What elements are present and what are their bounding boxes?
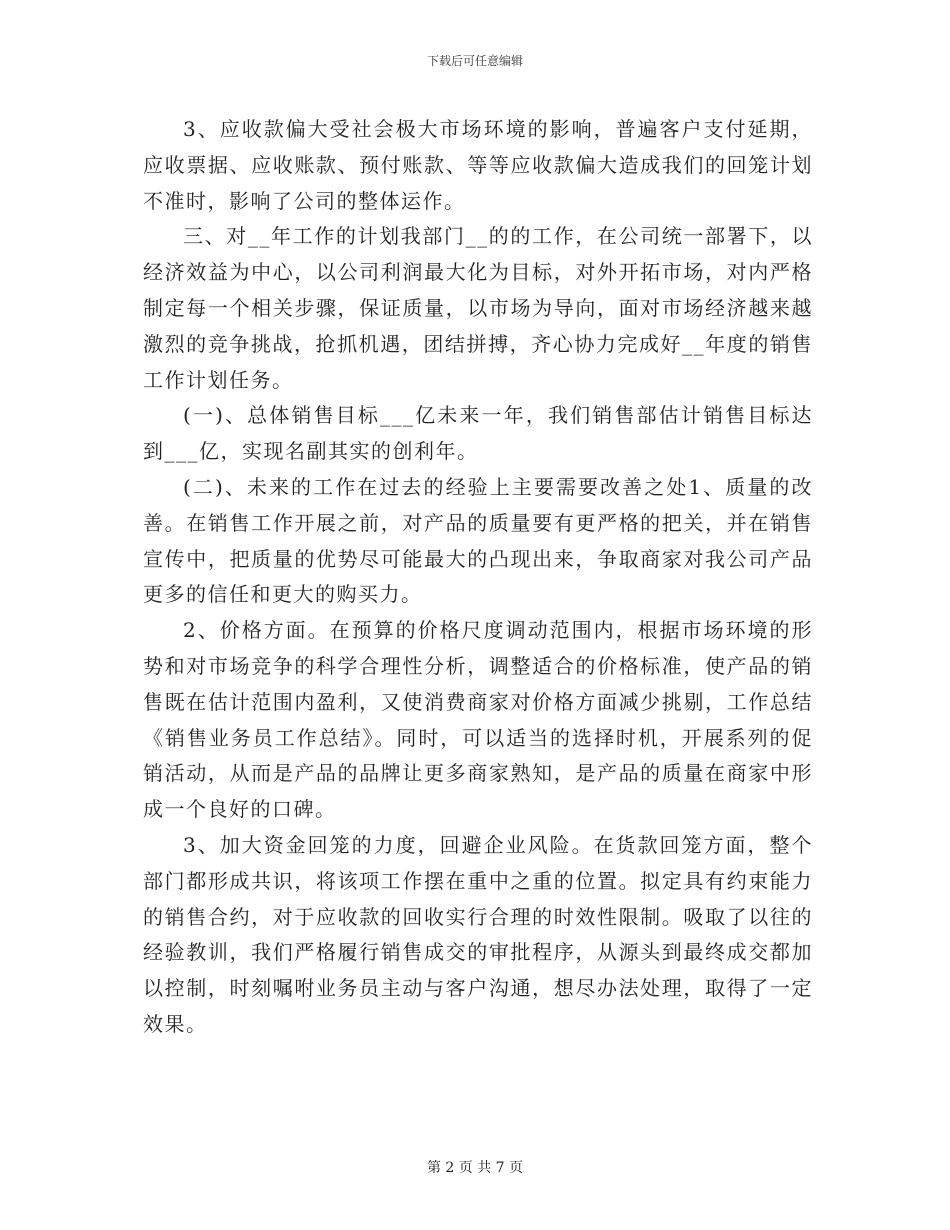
page-header-note: 下载后可任意编辑 — [426, 54, 523, 68]
paragraph-work-plan: 三、对__年工作的计划我部门__的的工作，在公司统一部署下，以经济效益为中心，以公司利润最大化为目标，对外开拓市场，对内严格制定每一个相关步骤，保证质量，以市场为导向，面对市场经济越来越激烈的竞争挑战，抢抓机遇，团结拼搏，齐心协力完成好__年度的销售工作计划任务。 — [143, 224, 813, 392]
paragraph-pricing: 2、价格方面。在预算的价格尺度调动范围内，根据市场环境的形势和对市场竞争的科学合理性分析，调整适合的价格标准，使产品的销售既在估计范围内盈利，又使消费商家对价格方面减少挑剔，工作总结《销售业务员工作总结》。同时，可以适当的选择时机，开展系列的促销活动，从而是产品的品牌让更多商家熟知，是产品的质量在商家中形成一个良好的口碑。 — [143, 618, 813, 822]
paragraph-sales-target: (一)、总体销售目标___亿未来一年，我们销售部估计销售目标达到___亿，实现名副其实的创利年。 — [143, 403, 813, 464]
paragraph-receivables: 3、应收款偏大受社会极大市场环境的影响，普遍客户支付延期，应收票据、应收账款、预付账款、等等应收款偏大造成我们的回笼计划不准时，影响了公司的整体运作。 — [143, 117, 813, 213]
page-number: 第 2 页 共 7 页 — [426, 1160, 524, 1176]
paragraph-quality-improvement: (二)、未来的工作在过去的经验上主要需要改善之处1、质量的改善。在销售工作开展之前，对产品的质量要有更严格的把关，并在销售宣传中，把质量的优势尽可能最大的凸现出来，争取商家对我公司产品更多的信任和更大的购买力。 — [143, 474, 813, 607]
paragraph-fund-recovery: 3、加大资金回笼的力度，回避企业风险。在货款回笼方面，整个部门都形成共识，将该项工作摆在重中之重的位置。拟定具有约束能力的销售合约，对于应收款的回收实行合理的时效性限制。吸取了以往的经验教训，我们严格履行销售成交的审批程序，从源头到最终成交都加以控制，时刻嘱咐业务员主动与客户沟通，想尽办法处理，取得了一定效果。 — [143, 832, 813, 1036]
document-body — [143, 112, 813, 1043]
